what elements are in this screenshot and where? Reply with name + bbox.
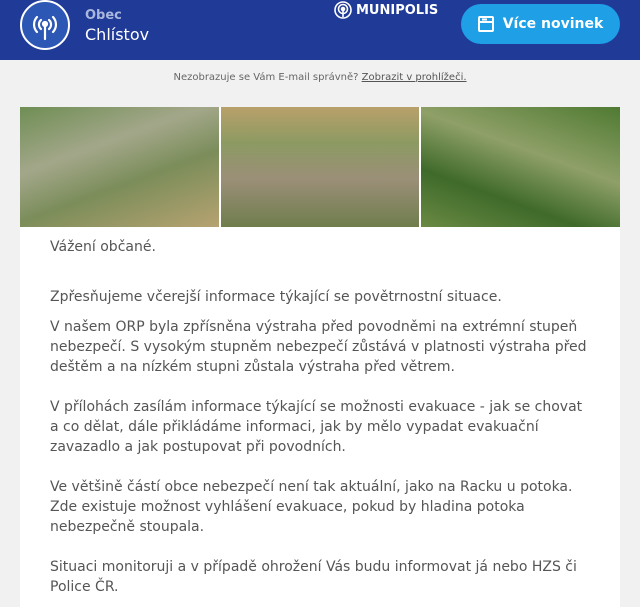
- brand-name: MUNIPOLIS: [356, 2, 439, 18]
- more-news-button[interactable]: [461, 4, 620, 44]
- town-name: Chlístov: [85, 25, 150, 44]
- munipolis-logo-icon: [334, 1, 352, 19]
- view-in-browser-link[interactable]: Zobrazit v prohlížeči.: [361, 72, 467, 83]
- village-photo: [221, 107, 422, 227]
- message-card: [20, 107, 620, 607]
- obec-label: Obec: [85, 8, 122, 23]
- munipolis-brand[interactable]: [334, 1, 438, 19]
- paragraph: V přílohách zasílám informace týkající se možnosti evakuace - jak se chovat a co dělat, dále přikládáme informaci, jak by mělo vypadat evakuační zavazadlo a jak postupovat při povodních.: [50, 399, 583, 455]
- notice-text: Nezobrazuje se Vám E-mail správně?: [173, 72, 359, 83]
- greeting: Vážení občané.: [50, 239, 156, 255]
- village-photo: [20, 107, 221, 227]
- more-news-label: Více novinek: [502, 16, 604, 32]
- paragraph: V našem ORP byla zpřísněna výstraha před povodněmi na extrémní stupeň nebezpečí. S vysokým stupněm nebezpečí zůstává v platnosti výstraha před deštěm a na nízkém stupni zůstala výstraha před větrem.: [50, 319, 587, 375]
- paragraph: Situaci monitoruji a v případě ohrožení Vás budu informovat já nebo HZS či Police ČR.: [50, 559, 577, 595]
- newspaper-icon: [478, 16, 494, 32]
- village-photo: [421, 107, 620, 227]
- village-photos: [20, 107, 620, 227]
- paragraph: Zpřesňujeme včerejší informace týkající se povětrnostní situace.: [50, 289, 502, 305]
- broadcast-logo-icon[interactable]: [20, 0, 70, 50]
- paragraph: Ve většině částí obce nebezpečí není tak aktuální, jako na Racku u potoka. Zde existuje možnost vyhlášení evakuace, pokud by hladina potoka nebezpečně stoupala.: [50, 479, 573, 535]
- header: [0, 0, 640, 60]
- view-notice: [0, 72, 640, 107]
- message-body: [20, 227, 620, 607]
